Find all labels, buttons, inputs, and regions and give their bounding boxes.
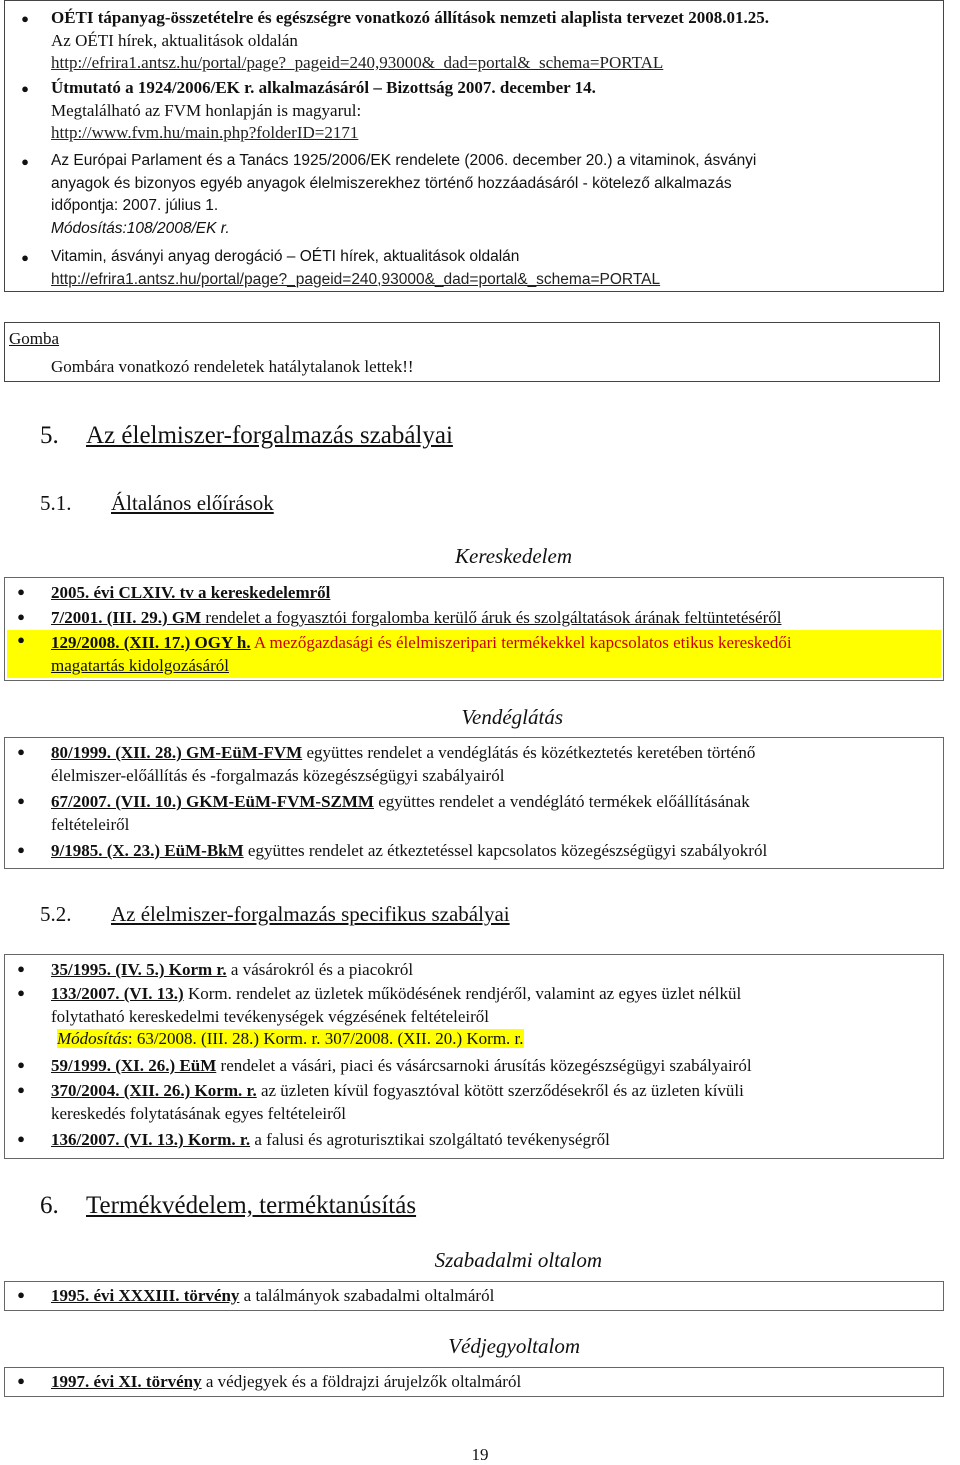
bullet-icon: ● [21,81,29,96]
law-reference[interactable]: 133/2007. (VI. 13.) [51,984,184,1003]
law-reference[interactable]: 9/1985. (X. 23.) EüM-BkM [51,841,244,860]
law-description: a falusi és agroturisztikai szolgáltató tevékenységről [250,1130,610,1149]
bullet-icon: ● [21,154,29,169]
portal-link[interactable]: http://efrira1.antsz.hu/portal/page?_pageid=240,93000&_dad=portal&_schema=PORTAL [51,53,664,72]
law-description: együttes rendelet a vendéglátó termékek előállításának [373,792,750,811]
law-description: kereskedés folytatásának egyes feltételeiről [51,1103,347,1123]
item-title: OÉTI tápanyag-összetételre és egészségre vonatkozó állítások nemzeti alaplista tervezet 2008.01.25. [51,8,769,27]
kereskedelem-heading: Kereskedelem [455,544,572,568]
law-reference[interactable]: 35/1995. (IV. 5.) Korm r. [51,960,227,979]
subsection-title: Általános előírások [111,491,274,515]
bullet-icon: ● [21,11,29,26]
law-reference[interactable]: 1997. évi XI. törvény [51,1372,202,1391]
law-reference[interactable]: 80/1999. (XII. 28.) GM-EüM-FVM [51,743,303,762]
law-reference[interactable]: 136/2007. (VI. 13.) Korm. r. [51,1130,251,1149]
gomba-text: Gombára vonatkozó rendeletek hatálytalanok lettek!! [51,357,414,376]
bullet-icon: ● [17,632,25,647]
info-box [4,0,944,292]
law-description: élelmiszer-előállítás és -forgalmazás közegészségügyi szabályairól [51,765,505,785]
item-text: Vitamin, ásványi anyag derogáció – OÉTI hírek, aktualitások oldalán [51,248,520,265]
law-description: magatartás kidolgozásáról [51,655,229,675]
fvm-link[interactable]: http://www.fvm.hu/main.php?folderID=2171 [51,123,359,142]
bullet-icon: ● [17,793,25,808]
law-description: A mezőgazdasági és élelmiszeripari termékekkel kapcsolatos etikus kereskedői [250,633,792,652]
bullet-icon: ● [17,842,25,857]
law-description: rendelet a fogyasztói forgalomba kerülő áruk és szolgáltatások árának feltüntetéséről [201,608,782,627]
section-number: 6. [40,1192,59,1219]
law-description: együttes rendelet a vendéglátás és közétkeztetés keretében történő [302,743,756,762]
szabadalmi-box [4,1281,944,1311]
subsection-number: 5.1. [40,491,72,515]
law-reference[interactable]: 67/2007. (VII. 10.) GKM-EüM-FVM-SZMM [51,792,374,811]
section-number: 5. [40,422,59,449]
item-text: anyagok és bizonyos egyéb anyagok élelmiszerekhez történő hozzáadásáról - kötelező alkalmazás [51,174,732,192]
law-description: a védjegyek és a földrajzi árujelzők oltalmáról [201,1372,522,1391]
amendment-note: Módosítás:108/2008/EK r. [51,219,230,237]
bullet-icon: ● [17,1373,25,1388]
law-description: együttes rendelet az étkeztetéssel kapcsolatos közegészségügyi szabályokról [243,841,768,860]
page-number: 19 [471,1445,489,1464]
bullet-icon: ● [17,1287,25,1302]
bullet-icon: ● [17,1131,25,1146]
law-reference[interactable]: 59/1999. (XI. 26.) EüM [51,1056,217,1075]
law-reference[interactable]: 129/2008. (XII. 17.) OGY h. [51,633,251,652]
bullet-icon: ● [17,961,25,976]
specifikus-box [4,954,944,1159]
law-description: feltételeiről [51,814,130,834]
amendment-note: Módosítás: 63/2008. (III. 28.) Korm. r. 307/2008. (XII. 20.) Korm. r. [57,1029,524,1048]
vendeglatas-box [4,737,944,869]
law-description: folytatható kereskedelmi tevékenységek végzésének feltételeiről [51,1006,490,1026]
bullet-icon: ● [17,584,25,599]
kereskedelem-box [4,577,944,681]
subsection-number: 5.2. [40,902,72,926]
bullet-icon: ● [17,985,25,1000]
subsection-title: Az élelmiszer-forgalmazás specifikus szabályai [111,902,510,926]
section-title: Termékvédelem, terméktanúsítás [86,1192,417,1219]
gomba-title: Gomba [9,329,60,348]
vedjegy-box [4,1367,944,1397]
vedjegy-heading: Védjegyoltalom [448,1334,580,1358]
vendeglatas-heading: Vendéglátás [461,705,563,729]
bullet-icon: ● [17,1057,25,1072]
law-description: Korm. rendelet az üzletek működésének rendjéről, valamint az egyes üzlet nélkül [183,984,742,1003]
bullet-icon: ● [17,744,25,759]
law-description: a vásárokról és a piacokról [226,960,414,979]
section-title: Az élelmiszer-forgalmazás szabályai [86,422,453,449]
law-description: a találmányok szabadalmi oltalmáról [239,1286,495,1305]
item-title: Útmutató a 1924/2006/EK r. alkalmazásáról – Bizottság 2007. december 14. [51,78,596,97]
law-reference[interactable]: 1995. évi XXXIII. törvény [51,1286,240,1305]
law-reference[interactable]: 2005. évi CLXIV. tv a kereskedelemről [51,583,331,602]
law-description: rendelet a vásári, piaci és vásárcsarnoki árusítás közegészségügyi szabályairól [216,1056,752,1075]
portal-link[interactable]: http://efrira1.antsz.hu/portal/page?_pageid=240,93000&_dad=portal&_schema=PORTAL [51,270,661,288]
item-text: Az Európai Parlament és a Tanács 1925/2006/EK rendelete (2006. december 20.) a vitaminok, ásványi [51,152,757,169]
gomba-box [4,322,940,382]
bullet-icon: ● [17,1082,25,1097]
item-text: időpontja: 2007. július 1. [51,197,219,214]
item-text: Megtalálható az FVM honlapján is magyarul: [51,100,362,120]
szabadalmi-heading: Szabadalmi oltalom [434,1248,602,1272]
law-description: az üzleten kívül fogyasztóval kötött szerződésekről és az üzleten kívüli [256,1081,744,1100]
law-reference[interactable]: 7/2001. (III. 29.) GM [51,608,202,627]
highlighted-item [7,630,941,678]
law-reference[interactable]: 370/2004. (XII. 26.) Korm. r. [51,1081,257,1100]
bullet-icon: ● [21,250,29,265]
item-text: Az OÉTI hírek, aktualitások oldalán [51,30,298,50]
bullet-icon: ● [17,609,25,624]
